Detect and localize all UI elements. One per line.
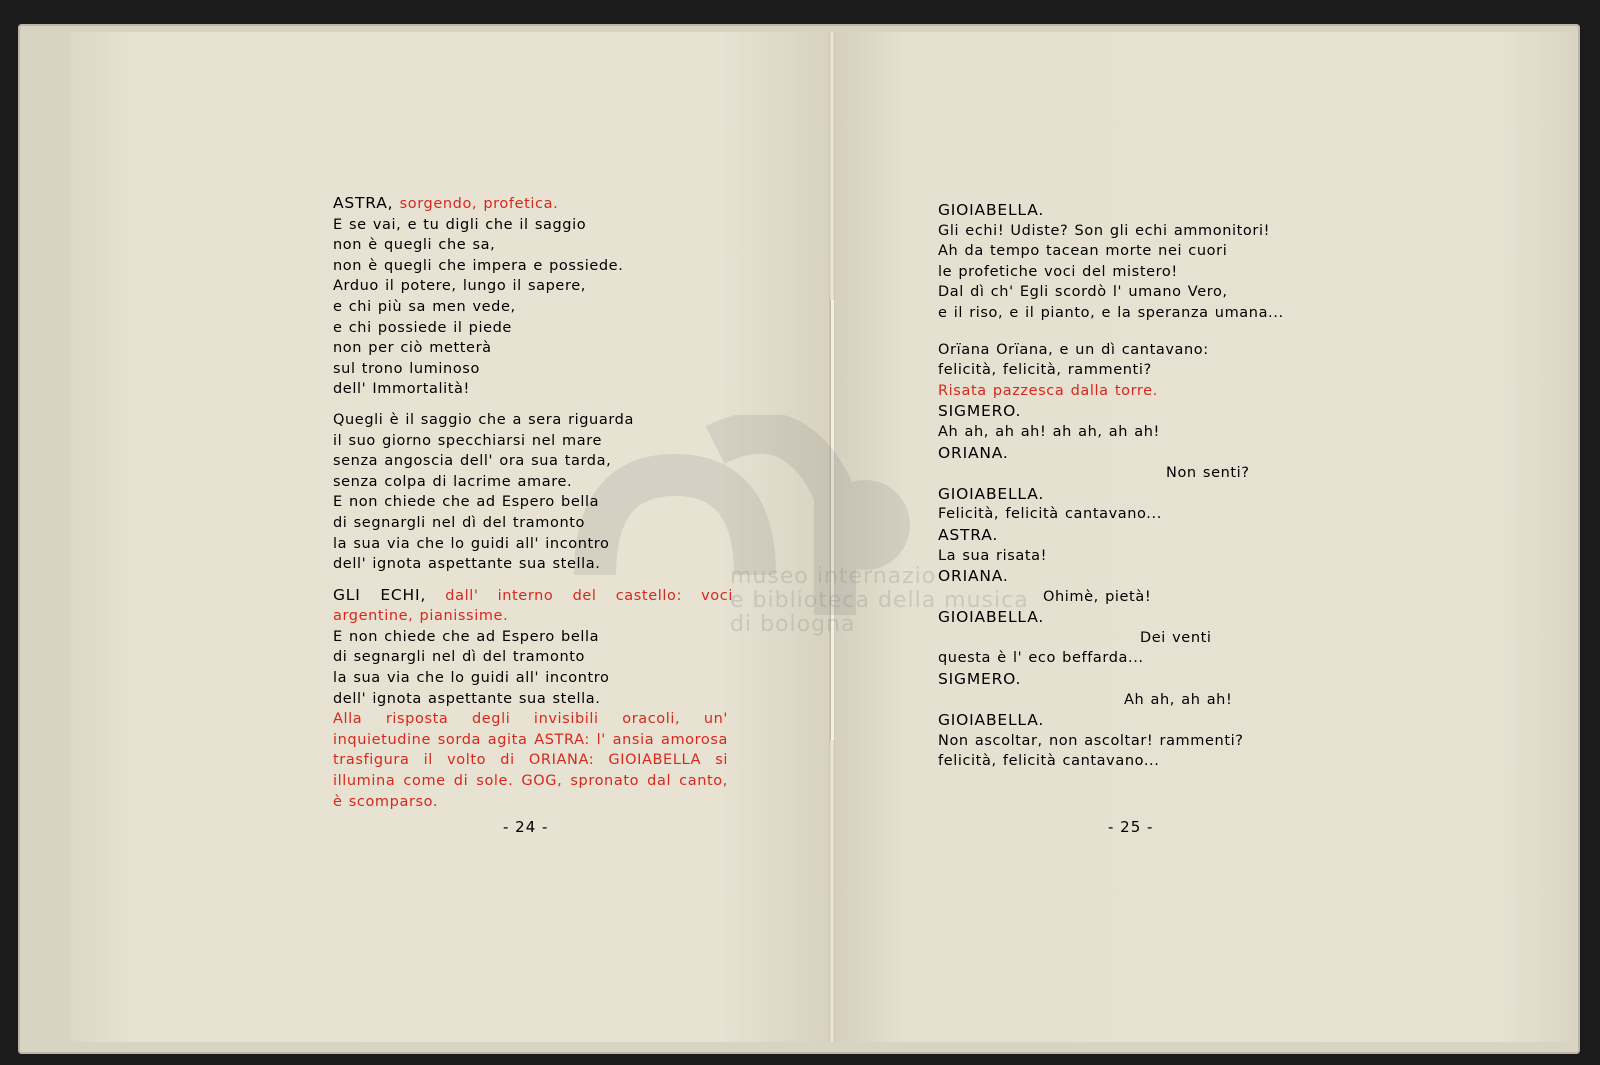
verse-line: non per ciò metterà xyxy=(333,340,492,357)
verse-line: la sua via che lo guidi all' incontro xyxy=(333,670,610,687)
verse-line: dell' Immortalità! xyxy=(333,381,470,398)
speaker-name: GIOIABELLA. xyxy=(938,711,1045,730)
verse-line: dell' ignota aspettante sua stella. xyxy=(333,690,601,707)
verse-line: questa è l' eco beffarda... xyxy=(938,650,1144,667)
stage-direction: sorgendo, profetica. xyxy=(399,196,559,212)
verse-line: Ah ah, ah ah! xyxy=(1124,691,1233,708)
verse-line: Orïana Orïana, e un dì cantavano: xyxy=(938,341,1209,358)
verse-line: di segnargli nel dì del tramonto xyxy=(333,514,586,531)
verse-line: Arduo il potere, lungo il sapere, xyxy=(333,278,586,295)
verse-line: e chi possiede il piede xyxy=(333,319,512,336)
verse-line: Dei venti xyxy=(1140,629,1212,646)
verse-line: le profetiche voci del mistero! xyxy=(938,263,1178,280)
verse-line: E non chiede che ad Espero bella xyxy=(333,494,600,511)
left-page-text xyxy=(333,193,733,812)
verse-line: Ah ah, ah ah! ah ah, ah ah! xyxy=(938,423,1160,440)
speaker-line xyxy=(333,193,733,215)
speaker-name: ASTRA. xyxy=(938,525,999,544)
verse-line: Dal dì ch' Egli scordò l' umano Vero, xyxy=(938,284,1228,301)
verse-line: sul trono luminoso xyxy=(333,360,480,377)
verse-line: e chi più sa men vede, xyxy=(333,298,516,315)
verse-line: senza colpa di lacrime amare. xyxy=(333,473,573,490)
verse-line: felicità, felicità, rammenti? xyxy=(938,362,1152,379)
verse-line: E se vai, e tu digli che il saggio xyxy=(333,216,587,233)
verse-line: non è quegli che sa, xyxy=(333,237,496,254)
speaker-name: ORIANA. xyxy=(938,443,1009,462)
verse-line: Non senti? xyxy=(1166,465,1250,482)
verse-line: Felicità, felicità cantavano... xyxy=(938,506,1162,523)
binding-thread xyxy=(830,300,834,740)
speaker-name: GIOIABELLA. xyxy=(938,608,1045,627)
verse-line: Non ascoltar, non ascoltar! rammenti? xyxy=(938,732,1244,749)
stanza-gap xyxy=(333,400,733,410)
verse-line: E non chiede che ad Espero bella xyxy=(333,628,600,645)
verse-line: il suo giorno specchiarsi nel mare xyxy=(333,432,602,449)
verse-line: Ah da tempo tacean morte nei cuori xyxy=(938,243,1228,260)
watermark-line: di bologna xyxy=(730,612,856,637)
page-number: - 24 - xyxy=(503,818,549,836)
verse-line: dell' ignota aspettante sua stella. xyxy=(333,556,601,573)
verse-line: Gli echi! Udiste? Son gli echi ammonitori! xyxy=(938,222,1270,239)
stage-direction: Risata pazzesca dalla torre. xyxy=(938,382,1158,399)
verse-line: non è quegli che impera e possiede. xyxy=(333,257,624,274)
right-page-text xyxy=(938,200,1338,772)
verse-line: La sua risata! xyxy=(938,547,1048,564)
speaker-name: GLI ECHI, xyxy=(333,585,427,604)
speaker-name: ORIANA. xyxy=(938,567,1009,586)
verse-line: e il riso, e il pianto, e la speranza umana... xyxy=(938,304,1284,321)
watermark-line: museo internazio xyxy=(730,564,937,589)
verse-line: felicità, felicità cantavano... xyxy=(938,753,1160,770)
verse-line: Quegli è il saggio che a sera riguarda xyxy=(333,411,634,428)
speaker-name: GIOIABELLA. xyxy=(938,484,1045,503)
watermark-line: e biblioteca della musica xyxy=(730,588,1029,613)
page-number: - 25 - xyxy=(1108,818,1154,836)
speaker-name: ASTRA, xyxy=(333,194,394,212)
stage-direction: Alla risposta degli invisibili oracoli, un' inquietudine sorda agita ASTRA: l' ansia amorosa trasfigura il volto di ORIANA: GIOIABELLA si illumina come di sole. GOG, spronato dal canto, è scomparso. xyxy=(333,711,728,810)
speaker-name: SIGMERO. xyxy=(938,402,1022,421)
verse-line: di segnargli nel dì del tramonto xyxy=(333,649,586,666)
speaker-name: SIGMERO. xyxy=(938,670,1022,689)
stanza-gap xyxy=(333,575,733,585)
verse-line: Ohimè, pietà! xyxy=(1043,588,1152,605)
stanza-gap xyxy=(938,324,1338,340)
stage-direction: dall' interno del castello: voci argentine, pianissime. xyxy=(333,587,733,625)
speaker-name: GIOIABELLA. xyxy=(938,201,1045,219)
speaker-line xyxy=(333,585,733,627)
verse-line: la sua via che lo guidi all' incontro xyxy=(333,535,610,552)
verse-line: senza angoscia dell' ora sua tarda, xyxy=(333,453,612,470)
